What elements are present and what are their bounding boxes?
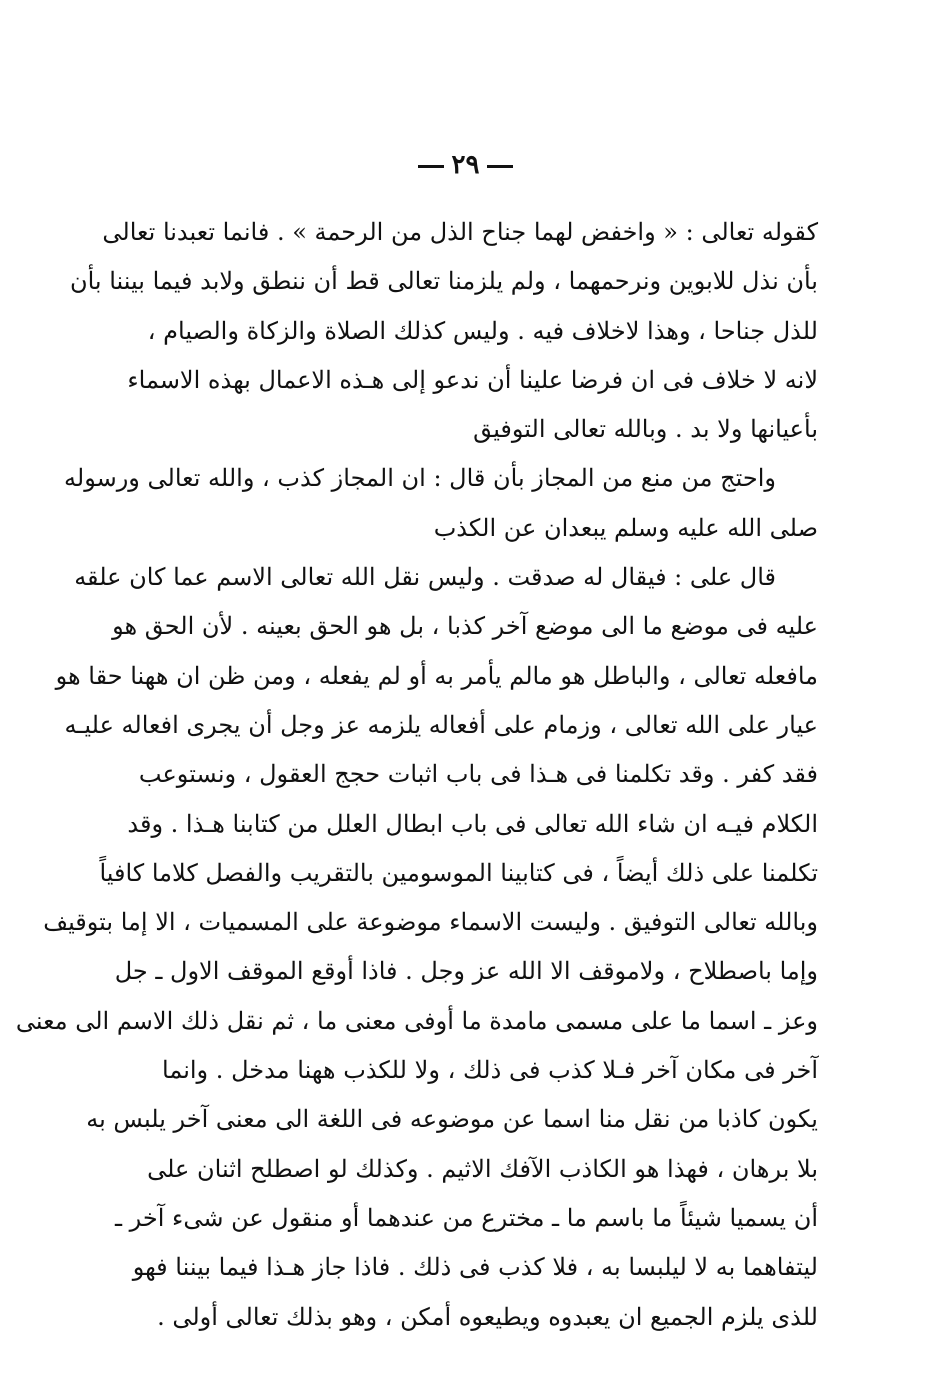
page-number-text: ٢٩ [451,150,480,180]
page-number-dash-right [487,165,513,168]
text-line: أن يسميا شيئاً ما باسم ما ـ مخترع من عندهما أو منقول عن شىء آخر ـ [115,1203,818,1232]
text-line: مافعله تعالى ، والباطل هو مالم يأمر به أو لم يفعله ، ومن ظن ان ههنا حقا هو [55,661,818,690]
text-line: بلا برهان ، فهذا هو الكاذب الآفك الاثيم . وكذلك لو اصطلح اثنان على [147,1154,818,1183]
text-line: بأن نذل للابوين ونرحمهما ، ولم يلزمنا تعالى قط أن ننطق ولابد فيما بيننا بأن [69,267,818,296]
text-line: للذى يلزم الجميع ان يعبدوه ويطيعوه أمكن ، وهو بذلك تعالى أولى . [157,1302,818,1331]
text-line: آخر فى مكان آخر فـلا كذب فى ذلك ، ولا للكذب ههنا مدخل . وانما [162,1056,818,1085]
text-line: الكلام فيـه ان شاء الله تعالى فى باب ابطال العلل من كتابنا هـذا . وقد [127,809,818,838]
text-line: وعز ـ اسما ما على مسمى مامدة ما أوفى معنى ما ، ثم نقل ذلك الاسم الى معنى [15,1006,818,1035]
text-line: للذل جناحا ، وهذا لاخلاف فيه . وليس كذلك الصلاة والزكاة والصيام ، [147,316,818,345]
text-line: تكلمنا على ذلك أيضاً ، فى كتابينا الموسومين بالتقريب والفصل كلاما كافياً [99,858,818,887]
page-number [0,150,931,180]
text-line: وبالله تعالى التوفيق . وليست الاسماء موضوعة على المسميات ، الا إما بتوقيف [43,908,818,937]
text-line: عيار على الله تعالى ، وزمام على أفعاله يلزمه عز وجل أن يجرى افعاله عليـه [64,710,818,739]
text-line: كقوله تعالى : « واخفض لهما جناح الذل من الرحمة » . فانما تعبدنا تعالى [102,218,818,246]
text-line: عليه فى موضع ما الى موضع آخر كذبا ، بل هو الحق بعينه . لأن الحق هو [112,612,818,641]
text-line: ليتفاهما به لا ليلبسا به ، فلا كذب فى ذلك . فاذا جاز هـذا فيما بيننا فهو [132,1253,818,1282]
page-number-dash-left [418,165,444,168]
text-line: صلى الله عليه وسلم يبعدان عن الكذب [433,513,818,542]
text-line: يكون كاذبا من نقل منا اسما عن موضوعه فى اللغة الى معنى آخر يلبس به [86,1105,818,1134]
paragraph-start-line: قال على : فيقال له صدقت . وليس نقل الله تعالى الاسم عما كان علقه [74,563,776,592]
text-line: وإما باصطلاح ، ولاموقف الا الله عز وجل . فاذا أوقع الموقف الاول ـ جل [114,957,818,986]
body-text [15,208,818,1342]
text-line: فقد كفر . وقد تكلمنا فى هـذا فى باب اثبات حجج العقول ، ونستوعب [138,760,818,789]
text-line: لانه لا خلاف فى ان فرضا علينا أن ندعو إلى هـذه الاعمال بهذه الاسماء [127,365,818,394]
text-line: بأعيانها ولا بد . وبالله تعالى التوفيق [473,415,818,444]
paragraph-start-line: واحتج من منع من المجاز بأن قال : ان المجاز كذب ، والله تعالى ورسوله [64,464,776,493]
